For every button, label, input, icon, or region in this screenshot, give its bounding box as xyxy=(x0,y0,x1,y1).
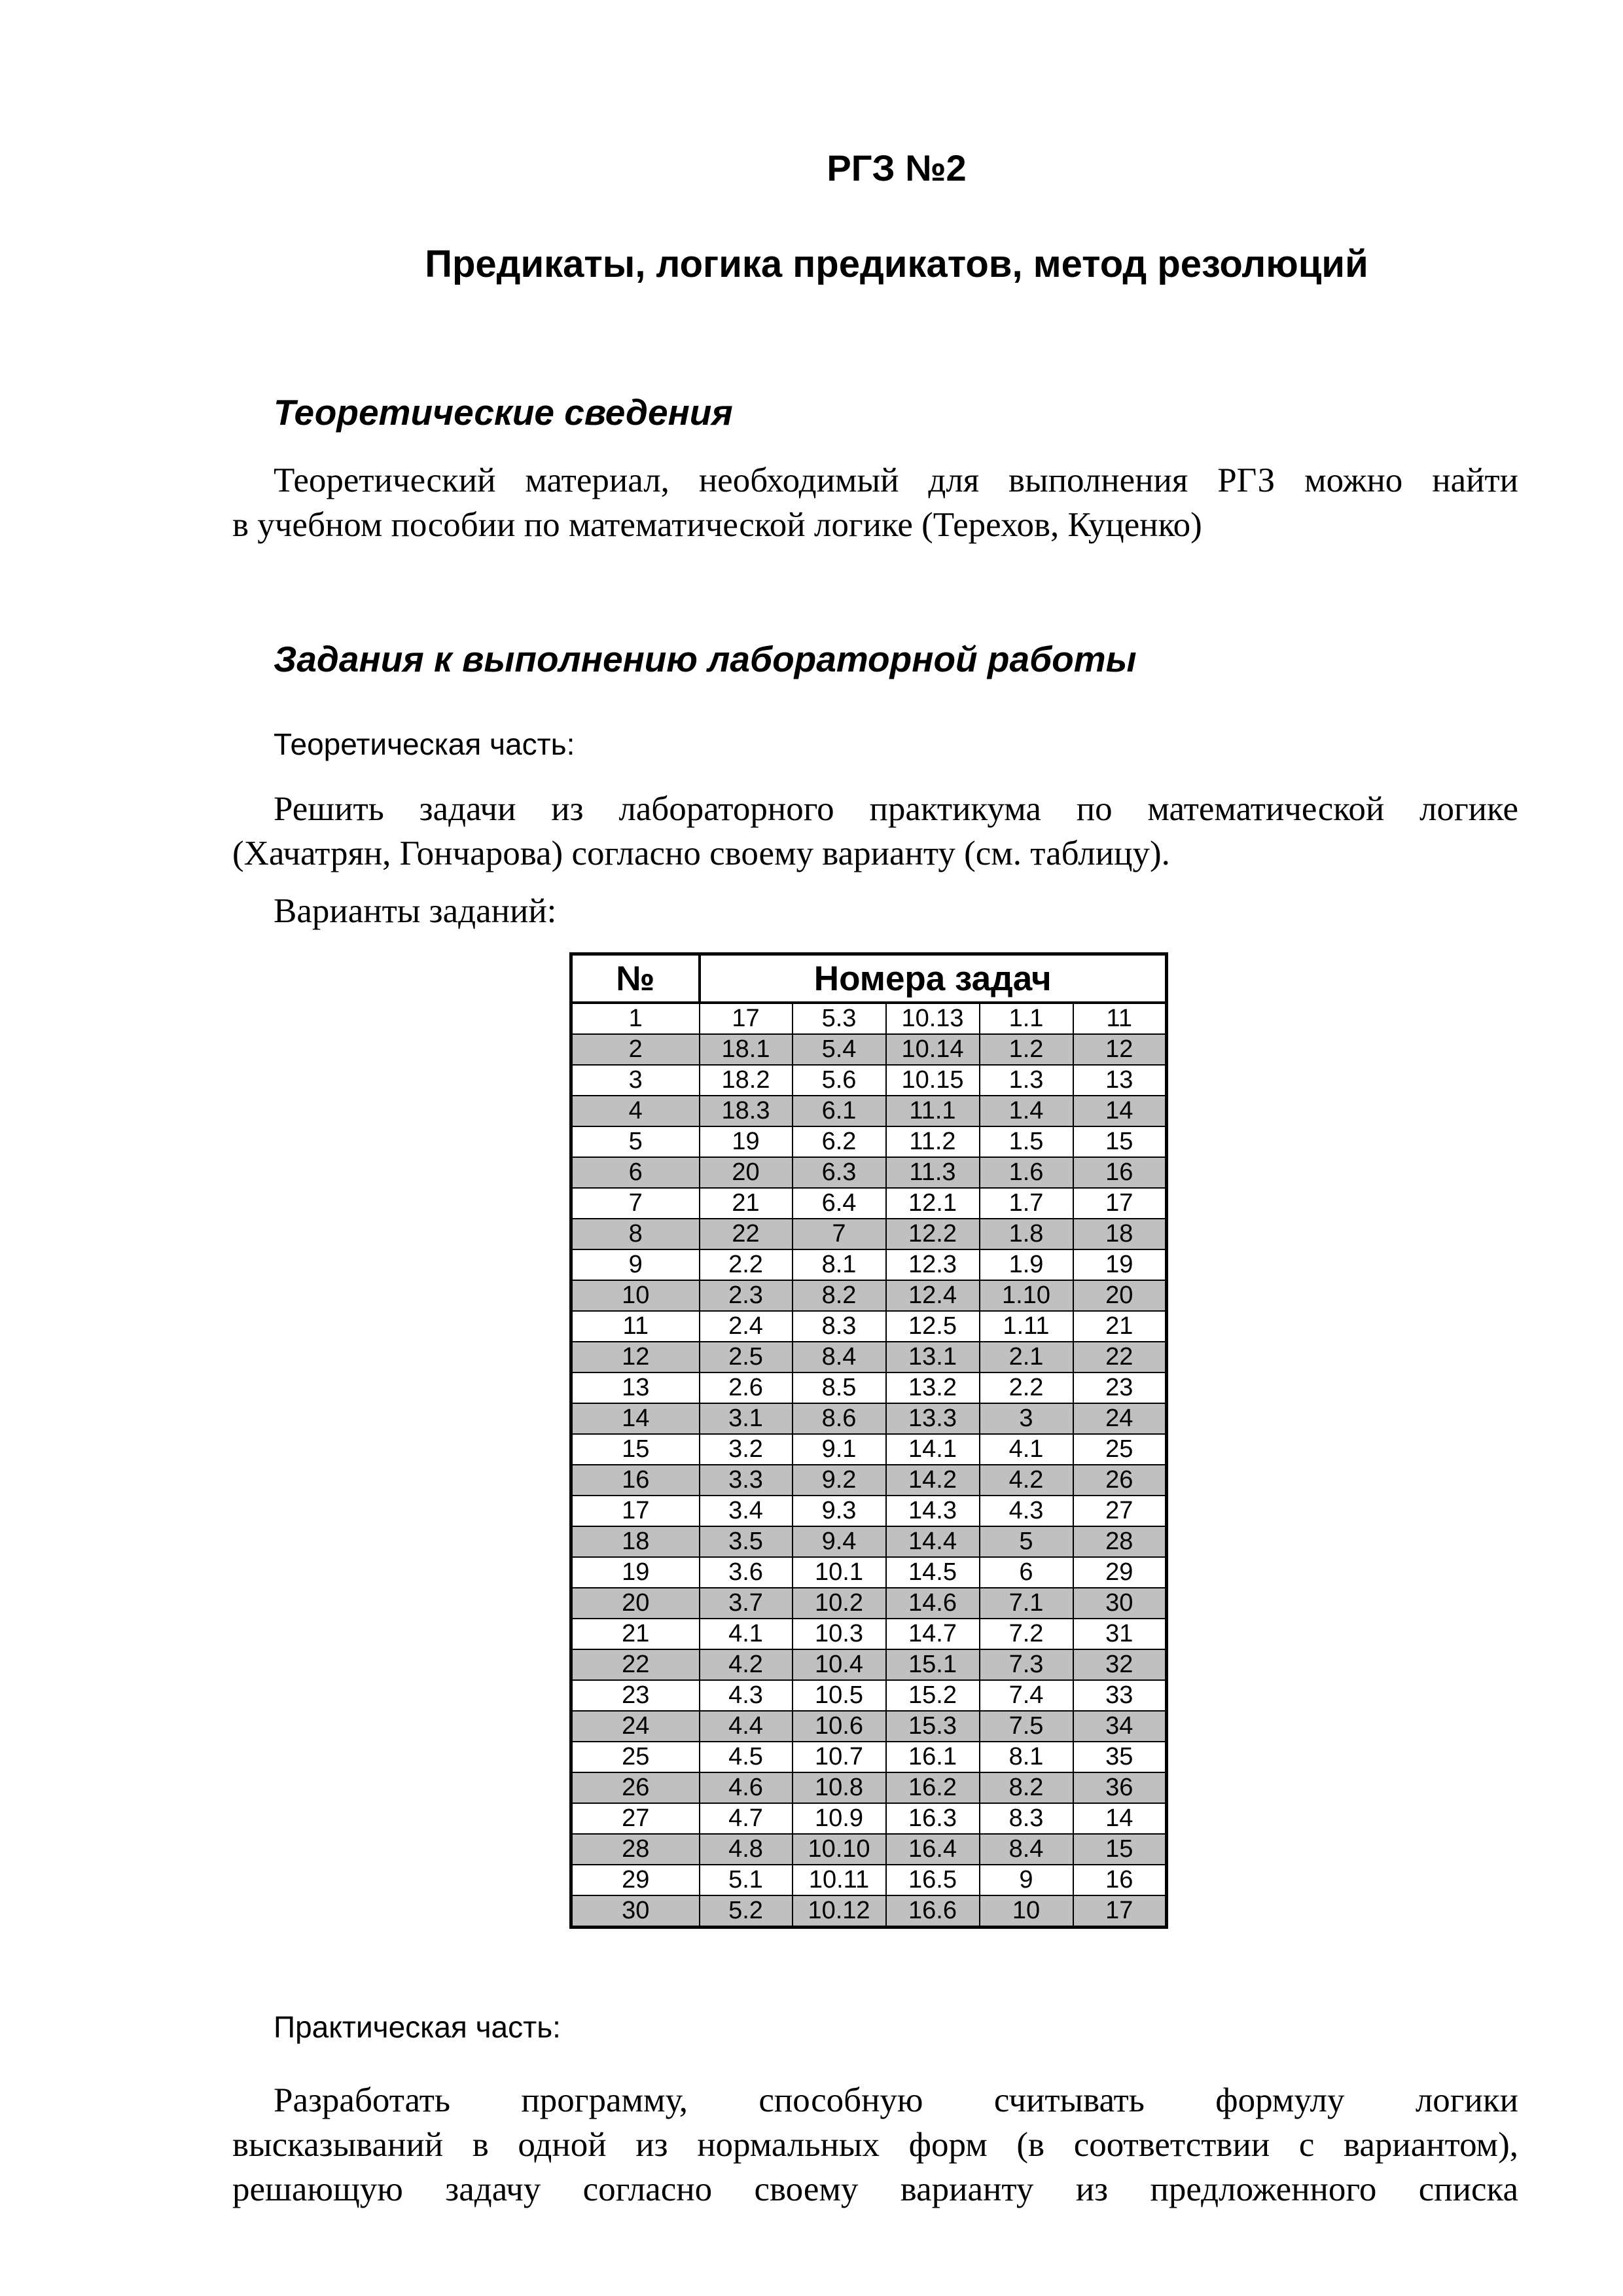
table-header-row xyxy=(571,954,1167,1003)
task-number-cell: 6.4 xyxy=(793,1188,886,1219)
task-number-cell: 10.8 xyxy=(793,1772,886,1803)
task-number-cell: 25 xyxy=(1073,1434,1167,1465)
paragraph-line: Разработать программу, способную считывать формулу логики xyxy=(274,2081,1518,2119)
task-number-cell: 5.1 xyxy=(700,1865,793,1895)
paragraph-line: высказываний в одной из нормальных форм (в соответствии с вариантом), xyxy=(232,2126,1518,2164)
task-number-cell: 10.9 xyxy=(793,1803,886,1834)
task-number-cell: 2.2 xyxy=(700,1249,793,1280)
task-number-cell: 12.5 xyxy=(886,1311,980,1342)
task-number-cell: 10.14 xyxy=(886,1034,980,1065)
table-row xyxy=(571,1649,1167,1680)
variant-number-cell: 3 xyxy=(571,1065,700,1096)
task-number-cell: 9 xyxy=(980,1865,1073,1895)
task-number-cell: 4.3 xyxy=(980,1496,1073,1526)
task-number-cell: 11.1 xyxy=(886,1096,980,1126)
table-body xyxy=(571,1003,1167,1928)
task-number-cell: 1.6 xyxy=(980,1157,1073,1188)
task-number-cell: 21 xyxy=(700,1188,793,1219)
task-number-cell: 14.5 xyxy=(886,1557,980,1588)
header-task-numbers: Номера задач xyxy=(700,954,1167,1003)
task-number-cell: 10.2 xyxy=(793,1588,886,1619)
task-number-cell: 14.7 xyxy=(886,1619,980,1649)
theory-part-label: Теоретическая часть: xyxy=(274,727,575,761)
task-number-cell: 17 xyxy=(700,1003,793,1034)
variant-number-cell: 5 xyxy=(571,1126,700,1157)
table-row xyxy=(571,1126,1167,1157)
task-number-cell: 1.2 xyxy=(980,1034,1073,1065)
variant-number-cell: 12 xyxy=(571,1342,700,1372)
variant-number-cell: 2 xyxy=(571,1034,700,1065)
table-row xyxy=(571,1003,1167,1034)
variants-label: Варианты заданий: xyxy=(274,892,557,930)
variant-number-cell: 18 xyxy=(571,1526,700,1557)
task-number-cell: 22 xyxy=(700,1219,793,1249)
task-number-cell: 14 xyxy=(1073,1803,1167,1834)
task-number-cell: 14.6 xyxy=(886,1588,980,1619)
task-number-cell: 24 xyxy=(1073,1403,1167,1434)
task-number-cell: 1.8 xyxy=(980,1219,1073,1249)
task-number-cell: 23 xyxy=(1073,1372,1167,1403)
task-number-cell: 1.3 xyxy=(980,1065,1073,1096)
paragraph-line: в учебном пособии по математической логике (Терехов, Куценко) xyxy=(232,506,1202,544)
task-number-cell: 11.3 xyxy=(886,1157,980,1188)
table-row xyxy=(571,1280,1167,1311)
task-number-cell: 17 xyxy=(1073,1895,1167,1928)
paragraph-line: решающую задачу согласно своему варианту из предложенного списка xyxy=(232,2170,1518,2208)
task-number-cell: 2.4 xyxy=(700,1311,793,1342)
task-number-cell: 2.6 xyxy=(700,1372,793,1403)
table-row xyxy=(571,1803,1167,1834)
task-number-cell: 16.4 xyxy=(886,1834,980,1865)
task-number-cell: 26 xyxy=(1073,1465,1167,1496)
table-row xyxy=(571,1065,1167,1096)
task-number-cell: 18.1 xyxy=(700,1034,793,1065)
task-number-cell: 16 xyxy=(1073,1865,1167,1895)
task-number-cell: 15 xyxy=(1073,1126,1167,1157)
task-number-cell: 15.1 xyxy=(886,1649,980,1680)
task-number-cell: 1.4 xyxy=(980,1096,1073,1126)
table-row xyxy=(571,1249,1167,1280)
task-number-cell: 10.11 xyxy=(793,1865,886,1895)
task-number-cell: 16.1 xyxy=(886,1742,980,1772)
table-row xyxy=(571,1403,1167,1434)
task-number-cell: 7.2 xyxy=(980,1619,1073,1649)
task-number-cell: 3.6 xyxy=(700,1557,793,1588)
task-number-cell: 8.4 xyxy=(980,1834,1073,1865)
task-number-cell: 9.1 xyxy=(793,1434,886,1465)
task-number-cell: 15.3 xyxy=(886,1711,980,1742)
table-row xyxy=(571,1188,1167,1219)
task-number-cell: 4.2 xyxy=(700,1649,793,1680)
task-number-cell: 10.10 xyxy=(793,1834,886,1865)
task-number-cell: 13.3 xyxy=(886,1403,980,1434)
task-number-cell: 10.4 xyxy=(793,1649,886,1680)
task-number-cell: 10.15 xyxy=(886,1065,980,1096)
task-number-cell: 6 xyxy=(980,1557,1073,1588)
variant-number-cell: 17 xyxy=(571,1496,700,1526)
table-row xyxy=(571,1619,1167,1649)
variant-number-cell: 19 xyxy=(571,1557,700,1588)
variant-number-cell: 4 xyxy=(571,1096,700,1126)
task-number-cell: 8.4 xyxy=(793,1342,886,1372)
tasks-paragraph xyxy=(232,787,1518,876)
task-number-cell: 8.2 xyxy=(793,1280,886,1311)
table-row xyxy=(571,1219,1167,1249)
task-number-cell: 4.5 xyxy=(700,1742,793,1772)
task-number-cell: 15.2 xyxy=(886,1680,980,1711)
task-number-cell: 11.2 xyxy=(886,1126,980,1157)
task-number-cell: 31 xyxy=(1073,1619,1167,1649)
variant-number-cell: 30 xyxy=(571,1895,700,1928)
task-number-cell: 15 xyxy=(1073,1834,1167,1865)
task-number-cell: 7.5 xyxy=(980,1711,1073,1742)
table-row xyxy=(571,1742,1167,1772)
table-row xyxy=(571,1557,1167,1588)
task-number-cell: 10.1 xyxy=(793,1557,886,1588)
variant-number-cell: 16 xyxy=(571,1465,700,1496)
section-heading-theory: Теоретические сведения xyxy=(274,392,733,433)
task-number-cell: 20 xyxy=(700,1157,793,1188)
task-number-cell: 10.7 xyxy=(793,1742,886,1772)
task-number-cell: 5.3 xyxy=(793,1003,886,1034)
task-number-cell: 12 xyxy=(1073,1034,1167,1065)
table-row xyxy=(571,1496,1167,1526)
variant-number-cell: 25 xyxy=(571,1742,700,1772)
variants-table xyxy=(569,952,1168,1929)
task-number-cell: 27 xyxy=(1073,1496,1167,1526)
table-row xyxy=(571,1772,1167,1803)
variant-number-cell: 29 xyxy=(571,1865,700,1895)
task-number-cell: 10.12 xyxy=(793,1895,886,1928)
task-number-cell: 4.7 xyxy=(700,1803,793,1834)
task-number-cell: 3.7 xyxy=(700,1588,793,1619)
task-number-cell: 3.4 xyxy=(700,1496,793,1526)
task-number-cell: 4.2 xyxy=(980,1465,1073,1496)
variant-number-cell: 14 xyxy=(571,1403,700,1434)
task-number-cell: 2.2 xyxy=(980,1372,1073,1403)
task-number-cell: 5.2 xyxy=(700,1895,793,1928)
task-number-cell: 3.1 xyxy=(700,1403,793,1434)
task-number-cell: 5 xyxy=(980,1526,1073,1557)
task-number-cell: 36 xyxy=(1073,1772,1167,1803)
practice-paragraph xyxy=(232,2078,1518,2212)
table-row xyxy=(571,1311,1167,1342)
task-number-cell: 29 xyxy=(1073,1557,1167,1588)
table-row xyxy=(571,1342,1167,1372)
task-number-cell: 21 xyxy=(1073,1311,1167,1342)
task-number-cell: 14 xyxy=(1073,1096,1167,1126)
task-number-cell: 3.2 xyxy=(700,1434,793,1465)
task-number-cell: 18.2 xyxy=(700,1065,793,1096)
header-number: № xyxy=(571,954,700,1003)
task-number-cell: 33 xyxy=(1073,1680,1167,1711)
task-number-cell: 8.5 xyxy=(793,1372,886,1403)
task-number-cell: 35 xyxy=(1073,1742,1167,1772)
task-number-cell: 20 xyxy=(1073,1280,1167,1311)
task-number-cell: 18.3 xyxy=(700,1096,793,1126)
task-number-cell: 7.1 xyxy=(980,1588,1073,1619)
variant-number-cell: 20 xyxy=(571,1588,700,1619)
table-row xyxy=(571,1157,1167,1188)
variant-number-cell: 10 xyxy=(571,1280,700,1311)
task-number-cell: 16.5 xyxy=(886,1865,980,1895)
task-number-cell: 16.3 xyxy=(886,1803,980,1834)
task-number-cell: 3 xyxy=(980,1403,1073,1434)
task-number-cell: 8.1 xyxy=(793,1249,886,1280)
paragraph-line: Решить задачи из лабораторного практикума по математической логике xyxy=(274,790,1518,828)
table-row xyxy=(571,1526,1167,1557)
table-row xyxy=(571,1434,1167,1465)
task-number-cell: 7.3 xyxy=(980,1649,1073,1680)
variant-number-cell: 28 xyxy=(571,1834,700,1865)
task-number-cell: 3.3 xyxy=(700,1465,793,1496)
task-number-cell: 8.3 xyxy=(793,1311,886,1342)
task-number-cell: 10.5 xyxy=(793,1680,886,1711)
task-number-cell: 11 xyxy=(1073,1003,1167,1034)
document-title: РГЗ №2 xyxy=(827,147,967,188)
variant-number-cell: 23 xyxy=(571,1680,700,1711)
variant-number-cell: 11 xyxy=(571,1311,700,1342)
task-number-cell: 10 xyxy=(980,1895,1073,1928)
task-number-cell: 2.5 xyxy=(700,1342,793,1372)
table-row xyxy=(571,1895,1167,1928)
task-number-cell: 10.13 xyxy=(886,1003,980,1034)
variant-number-cell: 22 xyxy=(571,1649,700,1680)
task-number-cell: 13.1 xyxy=(886,1342,980,1372)
task-number-cell: 1.7 xyxy=(980,1188,1073,1219)
task-number-cell: 7.4 xyxy=(980,1680,1073,1711)
task-number-cell: 12.1 xyxy=(886,1188,980,1219)
table-row xyxy=(571,1096,1167,1126)
task-number-cell: 12.3 xyxy=(886,1249,980,1280)
variant-number-cell: 24 xyxy=(571,1711,700,1742)
section-heading-tasks: Задания к выполнению лабораторной работы xyxy=(274,639,1137,679)
task-number-cell: 4.1 xyxy=(700,1619,793,1649)
task-number-cell: 2.1 xyxy=(980,1342,1073,1372)
task-number-cell: 9.4 xyxy=(793,1526,886,1557)
task-number-cell: 1.10 xyxy=(980,1280,1073,1311)
task-number-cell: 5.4 xyxy=(793,1034,886,1065)
practice-part-label: Практическая часть: xyxy=(274,2010,561,2044)
task-number-cell: 5.6 xyxy=(793,1065,886,1096)
task-number-cell: 13 xyxy=(1073,1065,1167,1096)
task-number-cell: 6.1 xyxy=(793,1096,886,1126)
task-number-cell: 12.4 xyxy=(886,1280,980,1311)
task-number-cell: 4.4 xyxy=(700,1711,793,1742)
task-number-cell: 16.2 xyxy=(886,1772,980,1803)
task-number-cell: 28 xyxy=(1073,1526,1167,1557)
task-number-cell: 34 xyxy=(1073,1711,1167,1742)
task-number-cell: 10.3 xyxy=(793,1619,886,1649)
table-row xyxy=(571,1465,1167,1496)
task-number-cell: 19 xyxy=(1073,1249,1167,1280)
variant-number-cell: 26 xyxy=(571,1772,700,1803)
task-number-cell: 30 xyxy=(1073,1588,1167,1619)
paragraph-line: Теоретический материал, необходимый для выполнения РГЗ можно найти xyxy=(274,461,1518,499)
task-number-cell: 13.2 xyxy=(886,1372,980,1403)
table-row xyxy=(571,1372,1167,1403)
task-number-cell: 12.2 xyxy=(886,1219,980,1249)
task-number-cell: 8.3 xyxy=(980,1803,1073,1834)
task-number-cell: 4.1 xyxy=(980,1434,1073,1465)
table-row xyxy=(571,1834,1167,1865)
task-number-cell: 4.8 xyxy=(700,1834,793,1865)
task-number-cell: 1.1 xyxy=(980,1003,1073,1034)
variant-number-cell: 1 xyxy=(571,1003,700,1034)
task-number-cell: 7 xyxy=(793,1219,886,1249)
task-number-cell: 16 xyxy=(1073,1157,1167,1188)
task-number-cell: 18 xyxy=(1073,1219,1167,1249)
task-number-cell: 8.1 xyxy=(980,1742,1073,1772)
task-number-cell: 4.6 xyxy=(700,1772,793,1803)
theory-paragraph xyxy=(232,458,1518,547)
task-number-cell: 1.5 xyxy=(980,1126,1073,1157)
task-number-cell: 32 xyxy=(1073,1649,1167,1680)
task-number-cell: 1.9 xyxy=(980,1249,1073,1280)
document-subtitle: Предикаты, логика предикатов, метод резолюций xyxy=(425,243,1368,285)
task-number-cell: 2.3 xyxy=(700,1280,793,1311)
variant-number-cell: 27 xyxy=(571,1803,700,1834)
task-number-cell: 1.11 xyxy=(980,1311,1073,1342)
task-number-cell: 10.6 xyxy=(793,1711,886,1742)
task-number-cell: 9.2 xyxy=(793,1465,886,1496)
variant-number-cell: 7 xyxy=(571,1188,700,1219)
variant-number-cell: 8 xyxy=(571,1219,700,1249)
table-row xyxy=(571,1711,1167,1742)
task-number-cell: 6.2 xyxy=(793,1126,886,1157)
task-number-cell: 14.1 xyxy=(886,1434,980,1465)
variant-number-cell: 15 xyxy=(571,1434,700,1465)
task-number-cell: 8.2 xyxy=(980,1772,1073,1803)
task-number-cell: 3.5 xyxy=(700,1526,793,1557)
task-number-cell: 14.4 xyxy=(886,1526,980,1557)
task-number-cell: 16.6 xyxy=(886,1895,980,1928)
task-number-cell: 14.2 xyxy=(886,1465,980,1496)
variant-number-cell: 9 xyxy=(571,1249,700,1280)
table-row xyxy=(571,1865,1167,1895)
variant-number-cell: 13 xyxy=(571,1372,700,1403)
table-row xyxy=(571,1034,1167,1065)
task-number-cell: 22 xyxy=(1073,1342,1167,1372)
variant-number-cell: 6 xyxy=(571,1157,700,1188)
task-number-cell: 8.6 xyxy=(793,1403,886,1434)
task-number-cell: 19 xyxy=(700,1126,793,1157)
paragraph-line: (Хачатрян, Гончарова) согласно своему варианту (см. таблицу). xyxy=(232,834,1170,872)
task-number-cell: 4.3 xyxy=(700,1680,793,1711)
task-number-cell: 14.3 xyxy=(886,1496,980,1526)
table-row xyxy=(571,1588,1167,1619)
variant-number-cell: 21 xyxy=(571,1619,700,1649)
table-row xyxy=(571,1680,1167,1711)
task-number-cell: 9.3 xyxy=(793,1496,886,1526)
task-number-cell: 6.3 xyxy=(793,1157,886,1188)
task-number-cell: 17 xyxy=(1073,1188,1167,1219)
